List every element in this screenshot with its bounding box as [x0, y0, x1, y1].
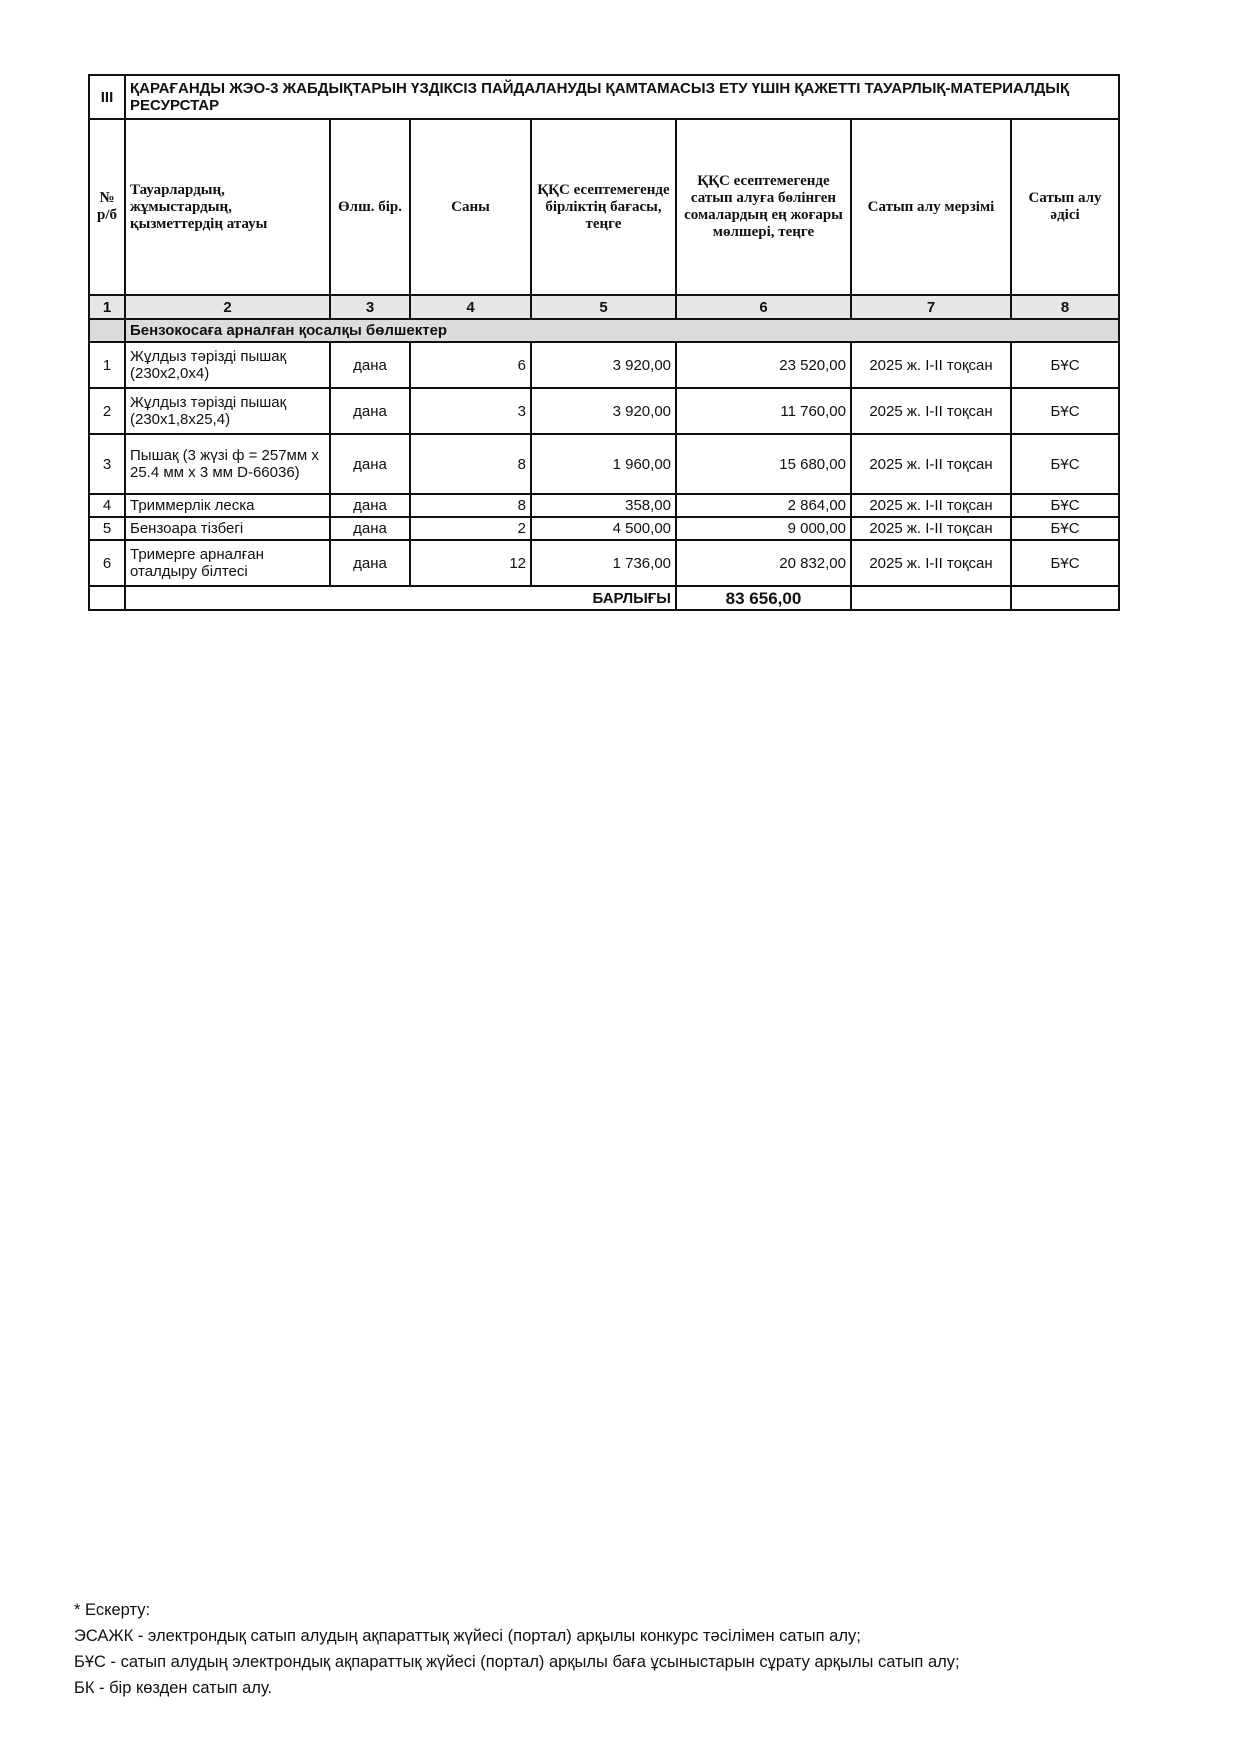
procurement-table — [88, 74, 1120, 611]
column-number: 7 — [851, 295, 1011, 319]
row-period: 2025 ж. I-II тоқсан — [851, 342, 1011, 388]
row-period: 2025 ж. I-II тоқсан — [851, 540, 1011, 586]
total-value: 83 656,00 — [676, 586, 851, 610]
row-qty: 8 — [410, 434, 531, 494]
row-unit: дана — [330, 434, 410, 494]
row-price: 3 920,00 — [531, 388, 676, 434]
section-title: ҚАРАҒАНДЫ ЖЭО-3 ЖАБДЫҚТАРЫН ҮЗДІКСІЗ ПАЙДАЛАНУДЫ ҚАМТАМАСЫЗ ЕТУ ҮШІН ҚАЖЕТТІ ТАУАРЛЫҚ-МАТЕРИАЛДЫҚ РЕСУРСТАР — [125, 75, 1119, 119]
footnote-title: * Ескерту: — [74, 1601, 151, 1619]
row-amount: 23 520,00 — [676, 342, 851, 388]
row-period: 2025 ж. I-II тоқсан — [851, 517, 1011, 540]
row-no: 6 — [89, 540, 125, 586]
header-no: № р/б — [89, 119, 125, 295]
row-no: 2 — [89, 388, 125, 434]
row-qty: 8 — [410, 494, 531, 517]
row-name: Жұлдыз тәрізді пышақ (230х2,0х4) — [125, 342, 330, 388]
column-number: 3 — [330, 295, 410, 319]
total-row — [89, 586, 1119, 610]
row-no: 3 — [89, 434, 125, 494]
row-price: 3 920,00 — [531, 342, 676, 388]
footnote-line: ЭСАЖК - электрондық сатып алудың ақпараттық жүйесі (портал) арқылы конкурс тәсілімен сатып алу; — [74, 1627, 861, 1645]
header-method: Сатып алу әдісі — [1011, 119, 1119, 295]
row-amount: 9 000,00 — [676, 517, 851, 540]
header-qty: Саны — [410, 119, 531, 295]
table-row — [89, 434, 1119, 494]
table-row — [89, 342, 1119, 388]
header-amount: ҚҚС есептемегенде сатып алуға бөлінген сомалардың ең жоғары мөлшері, теңге — [676, 119, 851, 295]
row-name: Триммерлік леска — [125, 494, 330, 517]
row-no: 1 — [89, 342, 125, 388]
row-method: БҰС — [1011, 388, 1119, 434]
row-amount: 20 832,00 — [676, 540, 851, 586]
header-price: ҚҚС есептемегенде бірліктің бағасы, теңге — [531, 119, 676, 295]
row-unit: дана — [330, 494, 410, 517]
row-method: БҰС — [1011, 540, 1119, 586]
table-row — [89, 540, 1119, 586]
row-method: БҰС — [1011, 434, 1119, 494]
group-title: Бензокосаға арналған қосалқы бөлшектер — [125, 319, 1119, 342]
row-amount: 11 760,00 — [676, 388, 851, 434]
row-qty: 3 — [410, 388, 531, 434]
footnote-line: БК - бір көзден сатып алу. — [74, 1679, 273, 1697]
row-no: 5 — [89, 517, 125, 540]
row-qty: 2 — [410, 517, 531, 540]
header-period: Сатып алу мерзімі — [851, 119, 1011, 295]
header-row — [89, 119, 1119, 295]
row-unit: дана — [330, 388, 410, 434]
group-row — [89, 319, 1119, 342]
row-no: 4 — [89, 494, 125, 517]
row-period: 2025 ж. I-II тоқсан — [851, 434, 1011, 494]
column-number: 2 — [125, 295, 330, 319]
procurement-sheet — [88, 74, 1118, 611]
row-price: 1 736,00 — [531, 540, 676, 586]
table-row — [89, 388, 1119, 434]
footnote-line: БҰС - сатып алудың электрондық ақпараттық жүйесі (портал) арқылы баға ұсыныстарын сұрату арқылы сатып алу; — [74, 1653, 960, 1671]
table-row — [89, 494, 1119, 517]
row-price: 1 960,00 — [531, 434, 676, 494]
footnotes — [74, 1597, 960, 1701]
row-method: БҰС — [1011, 494, 1119, 517]
column-number: 4 — [410, 295, 531, 319]
section-number: III — [89, 75, 125, 119]
column-number: 8 — [1011, 295, 1119, 319]
header-unit: Өлш. бір. — [330, 119, 410, 295]
row-method: БҰС — [1011, 342, 1119, 388]
row-unit: дана — [330, 517, 410, 540]
column-number: 6 — [676, 295, 851, 319]
section-row — [89, 75, 1119, 119]
row-name: Жұлдыз тәрізді пышақ (230х1,8х25,4) — [125, 388, 330, 434]
row-period: 2025 ж. I-II тоқсан — [851, 388, 1011, 434]
column-number: 1 — [89, 295, 125, 319]
row-amount: 15 680,00 — [676, 434, 851, 494]
row-method: БҰС — [1011, 517, 1119, 540]
row-unit: дана — [330, 342, 410, 388]
row-unit: дана — [330, 540, 410, 586]
row-amount: 2 864,00 — [676, 494, 851, 517]
row-name: Пышақ (3 жүзі ф = 257мм х 25.4 мм х 3 мм D-66036) — [125, 434, 330, 494]
table-row — [89, 517, 1119, 540]
row-price: 4 500,00 — [531, 517, 676, 540]
row-qty: 6 — [410, 342, 531, 388]
row-price: 358,00 — [531, 494, 676, 517]
total-label: БАРЛЫҒЫ — [125, 586, 676, 610]
column-number: 5 — [531, 295, 676, 319]
header-name: Тауарлардың, жұмыстардың, қызметтердің атауы — [125, 119, 330, 295]
row-period: 2025 ж. I-II тоқсан — [851, 494, 1011, 517]
row-name: Бензоара тізбегі — [125, 517, 330, 540]
row-qty: 12 — [410, 540, 531, 586]
row-name: Тримерге арналған оталдыру білтесі — [125, 540, 330, 586]
column-number-row — [89, 295, 1119, 319]
